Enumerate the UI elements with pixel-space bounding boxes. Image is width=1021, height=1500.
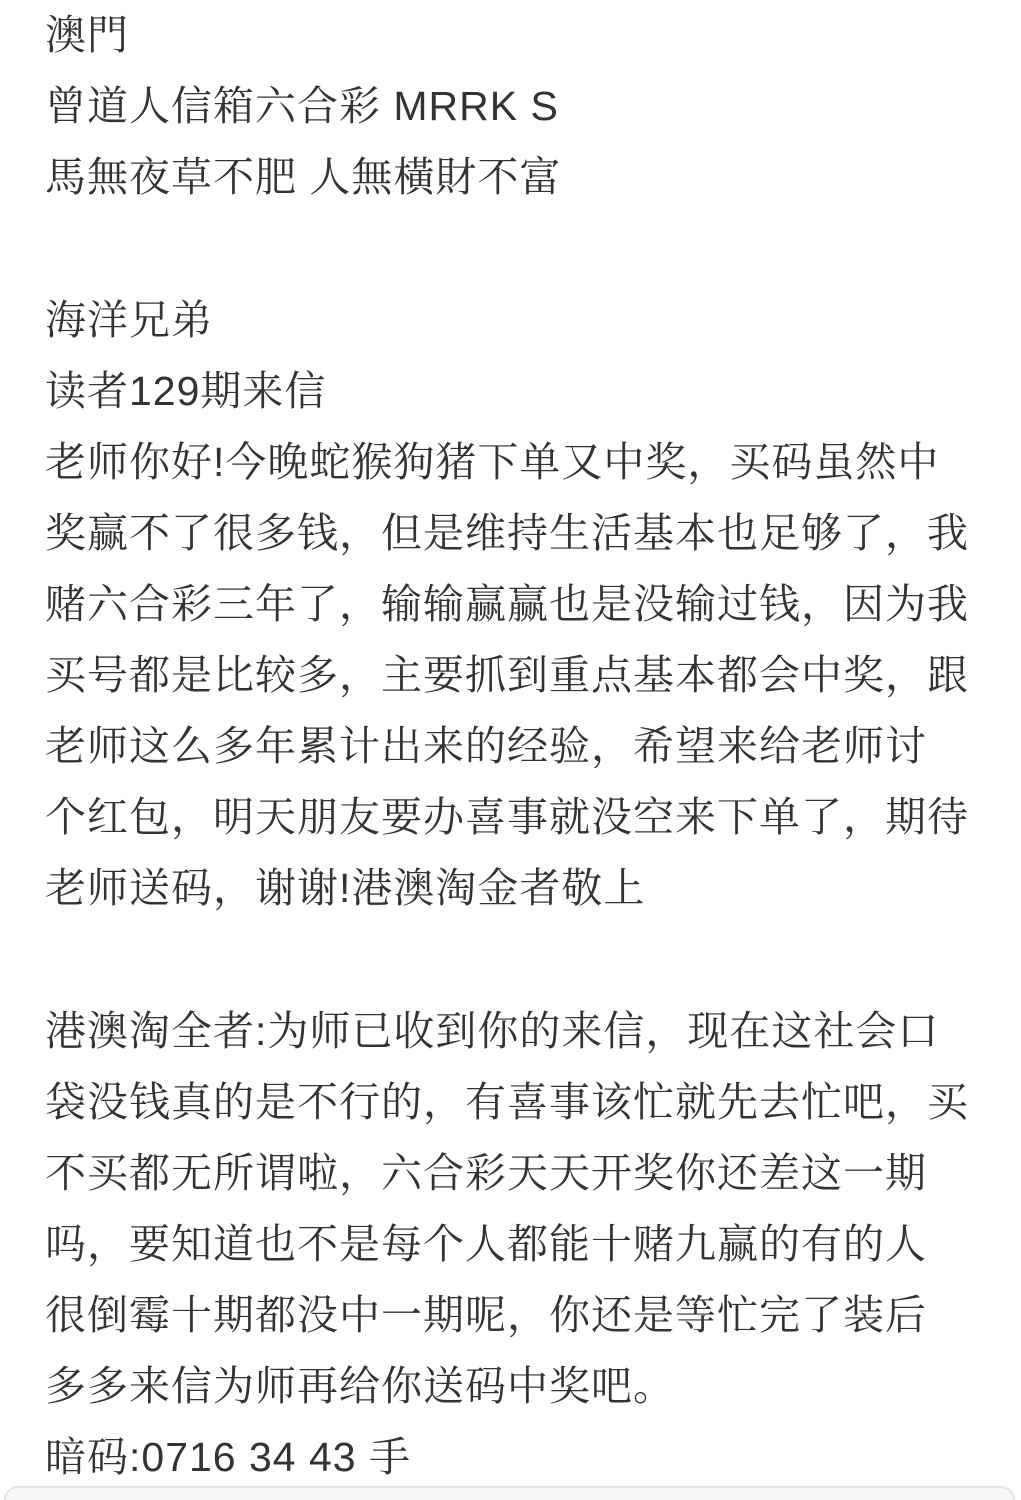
secret-code-line: 暗码:0716 34 43 手 [45,1434,411,1480]
text-line: 奖赢不了很多钱，但是维持生活基本也足够了，我 [45,510,969,556]
text-line: 港澳淘全者:为师已收到你的来信，现在这社会口 [45,1008,940,1054]
text-line: 很倒霉十期都没中一期呢，你还是等忙完了装后 [45,1292,927,1338]
text-line: 老师你好!今晚蛇猴狗猪下单又中奖，买码虽然中 [45,439,940,485]
text-line: 买号都是比较多，主要抓到重点基本都会中奖，跟 [45,652,969,698]
paragraph-master-reply [45,996,991,1493]
text-line: 袋没钱真的是不行的，有喜事该忙就先去忙吧，买 [45,1079,969,1125]
article-text [45,0,991,1493]
text-line: 读者129期来信 [45,368,327,414]
text-line: 老师送码，谢谢!港澳淘金者敬上 [45,865,646,911]
text-line: 曾道人信箱六合彩 MRRK S [45,83,559,129]
text-line: 赌六合彩三年了，输输赢赢也是没输过钱，因为我 [45,581,969,627]
text-line: 老师这么多年累计出来的经验，希望来给老师讨 [45,723,927,769]
text-line: 馬無夜草不肥 人無橫財不富 [45,154,562,200]
comment-input-bar[interactable] [4,1486,1015,1500]
text-line: 个红包，明天朋友要办喜事就没空来下单了，期待 [45,794,969,840]
text-line: 澳門 [45,12,129,58]
text-line: 不买都无所谓啦，六合彩天天开奖你还差这一期 [45,1150,927,1196]
text-line: 海洋兄弟 [45,297,213,343]
text-line: 吗，要知道也不是每个人都能十赌九赢的有的人 [45,1221,927,1267]
text-line: 多多来信为师再给你送码中奖吧。 [45,1363,675,1409]
paragraph-macau-header [45,0,991,213]
paragraph-reader-letter [45,285,991,924]
